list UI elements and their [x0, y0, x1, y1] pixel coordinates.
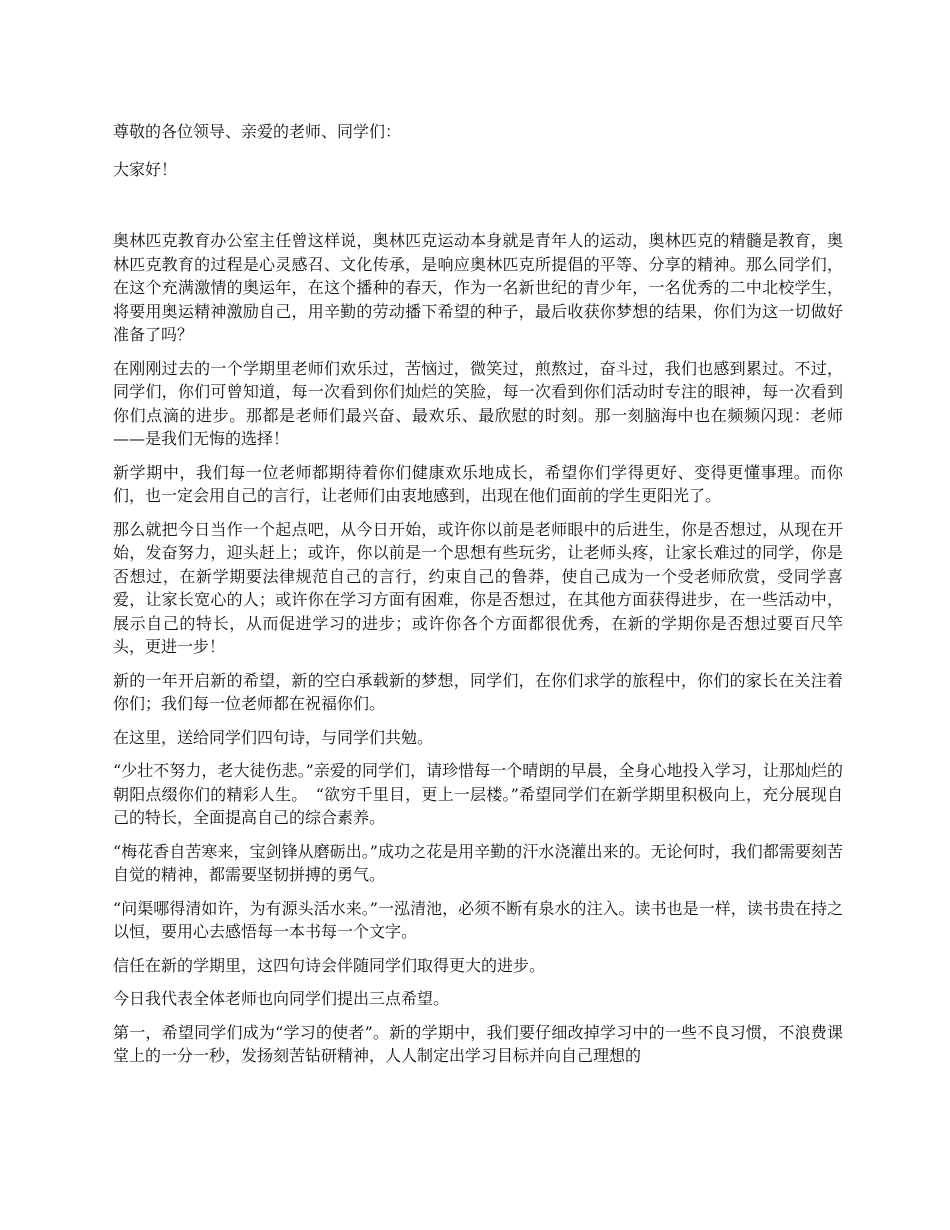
paragraph: 新的一年开启新的希望，新的空白承载新的梦想，同学们，在你们求学的旅程中，你们的家长在关注着你们；我们每一位老师都在祝福你们。 — [113, 670, 843, 713]
document-page — [113, 120, 843, 1078]
paragraph: 在刚刚过去的一个学期里老师们欢乐过，苦恼过，微笑过，煎熬过，奋斗过，我们也感到累过。不过，同学们，你们可曾知道，每一次看到你们灿烂的笑脸，每一次看到你们活动时专注的眼神，每一次看到你们点滴的进步。那都是老师们最兴奋、最欢乐、最欣慰的时刻。那一刻脑海中也在频频闪现：老师——是我们无悔的选择！ — [113, 358, 843, 448]
paragraph: 奥林匹克教育办公室主任曾这样说，奥林匹克运动本身就是青年人的运动，奥林匹克的精髓是教育，奥林匹克教育的过程是心灵感召、文化传承，是响应奥林匹克所提倡的平等、分享的精神。那么同学们，在这个充满激情的奥运年，在这个播种的春天，作为一名新世纪的青少年，一名优秀的二中北校学生，将要用奥运精神激励自己，用辛勤的劳动播下希望的种子，最后收获你梦想的结果，你们为这一切做好准备了吗？ — [113, 231, 843, 344]
paragraph: 今日我代表全体老师也向同学们提出三点希望。 — [113, 989, 450, 1008]
greeting: 大家好！ — [113, 159, 178, 179]
paragraph: 那么就把今日当作一个起点吧，从今日开始，或许你以前是老师眼中的后进生，你是否想过，从现在开始，发奋努力，迎头赶上；或许，你以前是一个思想有些玩劣，让老师头疼，让家长难过的同学，你是否想过，在新学期要法律规范自己的言行，约束自己的鲁莽，使自己成为一个受老师欣赏，受同学喜爱，让家长宽心的人；或许你在学习方面有困难，你是否想过，在其他方面获得进步，在一些活动中，展示自己的特长，从而促进学习的进步；或许你各个方面都很优秀，在新的学期你是否想过要百尺竿头，更进一步！ — [113, 519, 843, 656]
salutation: 尊敬的各位领导、亲爱的老师、同学们： — [113, 122, 402, 141]
paragraph: 在这里，送给同学们四句诗，与同学们共勉。 — [113, 727, 434, 747]
paragraph: “少壮不努力，老大徒伤悲。”亲爱的同学们，请珍惜每一个晴朗的早晨，全身心地投入学习，让那灿烂的朝阳点缀你们的精彩人生。 “欲穷千里目，更上一层楼。”希望同学们在新学期里积极向上，充分展现自己的特长，全面提高自己的综合素养。 — [113, 761, 843, 827]
paragraph: 第一，希望同学们成为“学习的使者”。新的学期中，我们要仔细改掉学习中的一些不良习惯，不浪费课堂上的一分一秒，发扬刻苦钻研精神，人人制定出学习目标并向自己理想的 — [113, 1022, 843, 1065]
paragraph: “问渠哪得清如许，为有源头活水来。”一泓清池，必须不断有泉水的注入。读书也是一样，读书贵在持之以恒，要用心去感悟每一本书每一个文字。 — [113, 898, 843, 941]
paragraph: 新学期中，我们每一位老师都期待着你们健康欢乐地成长，希望你们学得更好、变得更懂事理。而你们，也一定会用自己的言行，让老师们由衷地感到，出现在他们面前的学生更阳光了。 — [113, 462, 843, 505]
paragraph: 信任在新的学期里，这四句诗会伴随同学们取得更大的进步。 — [113, 955, 546, 975]
paragraph: “梅花香自苦寒来，宝剑锋从磨砺出。”成功之花是用辛勤的汗水浇灌出来的。无论何时，我们都需要刻苦自觉的精神，都需要坚韧拼搏的勇气。 — [113, 841, 843, 884]
